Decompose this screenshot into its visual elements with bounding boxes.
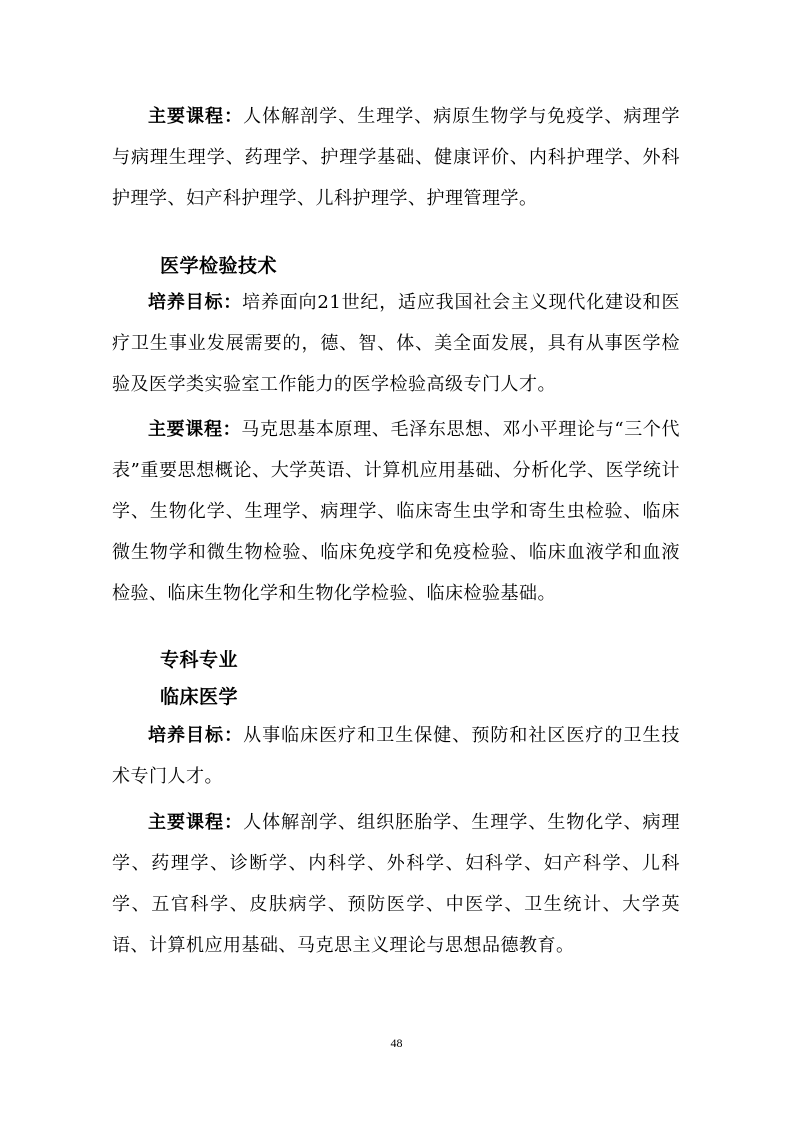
goal-text: 从事临床医疗和卫生保健、预防和社区医疗的卫生技术专门人才。 [112,725,680,787]
clinical-medicine-goal-paragraph [112,715,680,797]
courses-label: 主要课程： [148,812,244,833]
nursing-courses-paragraph [112,96,680,219]
goal-label: 培养目标： [148,292,243,313]
courses-text: 人体解剖学、生理学、病原生物学与免疫学、病理学与病理生理学、药理学、护理学基础、健康评价、内科护理学、外科护理学、妇产科护理学、儿科护理学、护理管理学。 [112,106,680,209]
lab-medicine-goal-paragraph [112,282,680,405]
lab-medicine-courses-paragraph [112,409,680,614]
courses-label: 主要课程： [148,106,244,127]
clinical-medicine-courses-paragraph [112,802,680,966]
major-heading-clinical-medicine: 临床医学 [160,686,239,708]
courses-text: 人体解剖学、组织胚胎学、生理学、生物化学、病理学、药理学、诊断学、内科学、外科学、妇科学、妇产科学、儿科学、五官科学、皮肤病学、预防医学、中医学、卫生统计、大学英语、计算机应用基础、马克思主义理论与思想品德教育。 [112,812,680,956]
section-heading-junior-college: 专科专业 [160,649,239,671]
courses-label: 主要课程： [148,419,242,440]
goal-label: 培养目标： [148,725,244,746]
goal-text: 培养面向21世纪，适应我国社会主义现代化建设和医疗卫生事业发展需要的，德、智、体、美全面发展，具有从事医学检验及医学类实验室工作能力的医学检验高级专门人才。 [112,292,680,395]
page-number: 48 [390,1036,403,1050]
major-heading-lab-medicine: 医学检验技术 [160,255,278,277]
courses-text: 马克思基本原理、毛泽东思想、邓小平理论与“三个代表”重要思想概论、大学英语、计算机应用基础、分析化学、医学统计学、生物化学、生理学、病理学、临床寄生虫学和寄生虫检验、临床微生物学和微生物检验、临床免疫学和免疫检验、临床血液学和血液检验、临床生物化学和生物化学检验、临床检验基础。 [112,419,681,604]
